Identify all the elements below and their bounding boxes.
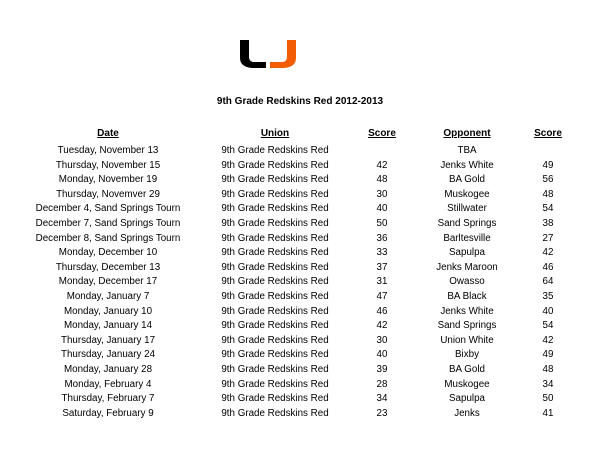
game-score: 46 — [376, 305, 388, 317]
game-score: 31 — [376, 276, 388, 288]
table-row — [0, 202, 600, 217]
table-row — [0, 363, 600, 378]
table-row — [0, 217, 600, 232]
game-opponent: Muskogee — [444, 378, 490, 390]
game-date: Thursday, Novemver 29 — [56, 188, 160, 200]
game-date: Monday, February 4 — [64, 378, 152, 390]
table-row — [0, 348, 600, 363]
table-row — [0, 392, 600, 407]
game-date: Monday, November 19 — [58, 174, 158, 186]
game-team: 9th Grade Redskins Red — [221, 174, 329, 186]
game-date: Thursday, February 7 — [61, 393, 155, 405]
game-score: 40 — [376, 203, 388, 215]
table-row — [0, 159, 600, 174]
game-team: 9th Grade Redskins Red — [221, 407, 329, 419]
game-opponent-score: 34 — [542, 378, 554, 390]
game-opponent-score: 49 — [542, 159, 554, 171]
table-row — [0, 305, 600, 320]
game-opponent: Sapulpa — [449, 393, 485, 405]
game-opponent-score: 40 — [542, 305, 554, 317]
table-row — [0, 261, 600, 276]
game-team: 9th Grade Redskins Red — [221, 203, 329, 215]
game-score: 34 — [376, 393, 388, 405]
game-opponent-score: 41 — [542, 407, 554, 419]
header-opponent-score: Score — [534, 128, 562, 139]
game-opponent: BA Gold — [449, 363, 485, 375]
header-date: Date — [97, 128, 119, 139]
game-opponent-score: 46 — [542, 261, 554, 273]
game-score: 30 — [376, 188, 388, 200]
game-date: Thursday, November 15 — [55, 159, 161, 171]
game-date: December 8, Sand Springs Tourn — [35, 232, 181, 244]
game-date: Thursday, January 17 — [60, 334, 156, 346]
game-team: 9th Grade Redskins Red — [221, 305, 329, 317]
game-opponent: Muskogee — [444, 188, 490, 200]
game-team: 9th Grade Redskins Red — [221, 217, 329, 229]
table-row — [0, 246, 600, 261]
game-team: 9th Grade Redskins Red — [221, 188, 329, 200]
game-score: 36 — [376, 232, 388, 244]
table-row — [0, 334, 600, 349]
game-team: 9th Grade Redskins Red — [221, 320, 329, 332]
game-opponent-score: 54 — [542, 320, 554, 332]
game-date: Monday, January 10 — [63, 305, 153, 317]
game-score: 48 — [376, 174, 388, 186]
game-team: 9th Grade Redskins Red — [221, 349, 329, 361]
game-date: Saturday, February 9 — [62, 407, 154, 419]
game-score: 42 — [376, 320, 388, 332]
game-date: December 7, Sand Springs Tourn — [35, 217, 181, 229]
u-logo-icon — [240, 40, 296, 68]
header-opponent: Opponent — [443, 128, 491, 139]
game-opponent: Sand Springs — [437, 320, 497, 332]
game-date: Tuesday, November 13 — [57, 145, 159, 156]
game-score: 42 — [376, 159, 388, 171]
game-score: 30 — [376, 334, 388, 346]
table-row — [0, 378, 600, 393]
table-row — [0, 407, 600, 422]
game-team: 9th Grade Redskins Red — [221, 261, 329, 273]
game-team: 9th Grade Redskins Red — [221, 363, 329, 375]
game-team: 9th Grade Redskins Red — [221, 378, 329, 390]
game-opponent: Sand Springs — [437, 217, 497, 229]
game-date: Thursday, January 24 — [60, 349, 156, 361]
table-row — [0, 319, 600, 334]
game-opponent-score: 42 — [542, 334, 554, 346]
game-score: 50 — [376, 217, 388, 229]
game-opponent-score: 42 — [542, 247, 554, 259]
game-team: 9th Grade Redskins Red — [221, 290, 329, 302]
game-team: 9th Grade Redskins Red — [221, 145, 329, 156]
game-opponent: Jenks Maroon — [436, 261, 498, 273]
game-date: Monday, January 7 — [66, 290, 150, 302]
table-row — [0, 188, 600, 203]
game-opponent-score: 64 — [542, 276, 554, 288]
game-score: 28 — [376, 378, 388, 390]
game-opponent: Jenks — [454, 407, 480, 419]
game-opponent: BA Gold — [449, 174, 485, 186]
game-date: Monday, January 14 — [63, 320, 153, 332]
game-score: 47 — [376, 290, 388, 302]
table-row — [0, 173, 600, 188]
game-opponent: Union White — [440, 334, 494, 346]
game-date: Monday, December 10 — [58, 247, 158, 259]
header-score: Score — [368, 128, 396, 139]
table-row — [0, 275, 600, 290]
game-opponent-score: 48 — [542, 188, 554, 200]
game-score: 40 — [376, 349, 388, 361]
game-score: 33 — [376, 247, 388, 259]
game-score: 23 — [376, 407, 388, 419]
game-team: 9th Grade Redskins Red — [221, 247, 329, 259]
game-date: Monday, December 17 — [58, 276, 158, 288]
game-opponent-score: 35 — [542, 290, 554, 302]
game-opponent: TBA — [457, 145, 477, 156]
schedule-table — [0, 144, 600, 421]
game-opponent: Jenks White — [440, 159, 494, 171]
game-opponent: BA Black — [447, 290, 487, 302]
game-opponent-score: 50 — [542, 393, 554, 405]
game-opponent-score: 38 — [542, 217, 554, 229]
game-score: 39 — [376, 363, 388, 375]
game-opponent: Bixby — [455, 349, 479, 361]
table-row — [0, 290, 600, 305]
game-opponent-score: 27 — [542, 232, 554, 244]
game-score: 37 — [376, 261, 388, 273]
game-team: 9th Grade Redskins Red — [221, 276, 329, 288]
table-row — [0, 232, 600, 247]
game-team: 9th Grade Redskins Red — [221, 334, 329, 346]
game-team: 9th Grade Redskins Red — [221, 159, 329, 171]
game-opponent: Stillwater — [447, 203, 487, 215]
game-opponent-score: 56 — [542, 174, 554, 186]
game-date: December 4, Sand Springs Tourn — [35, 203, 181, 215]
game-date: Monday, January 28 — [63, 363, 153, 375]
game-team: 9th Grade Redskins Red — [221, 232, 329, 244]
game-opponent: Sapulpa — [449, 247, 485, 259]
game-opponent: Jenks White — [440, 305, 494, 317]
game-date: Thursday, December 13 — [55, 261, 161, 273]
game-opponent-score: 48 — [542, 363, 554, 375]
game-opponent: Barltesville — [443, 232, 491, 244]
game-opponent-score: 54 — [542, 203, 554, 215]
game-team: 9th Grade Redskins Red — [221, 393, 329, 405]
table-row — [0, 144, 600, 159]
game-opponent: Owasso — [449, 276, 485, 288]
page-title: 9th Grade Redskins Red 2012-2013 — [216, 96, 384, 107]
game-opponent-score: 49 — [542, 349, 554, 361]
header-union: Union — [260, 128, 290, 139]
